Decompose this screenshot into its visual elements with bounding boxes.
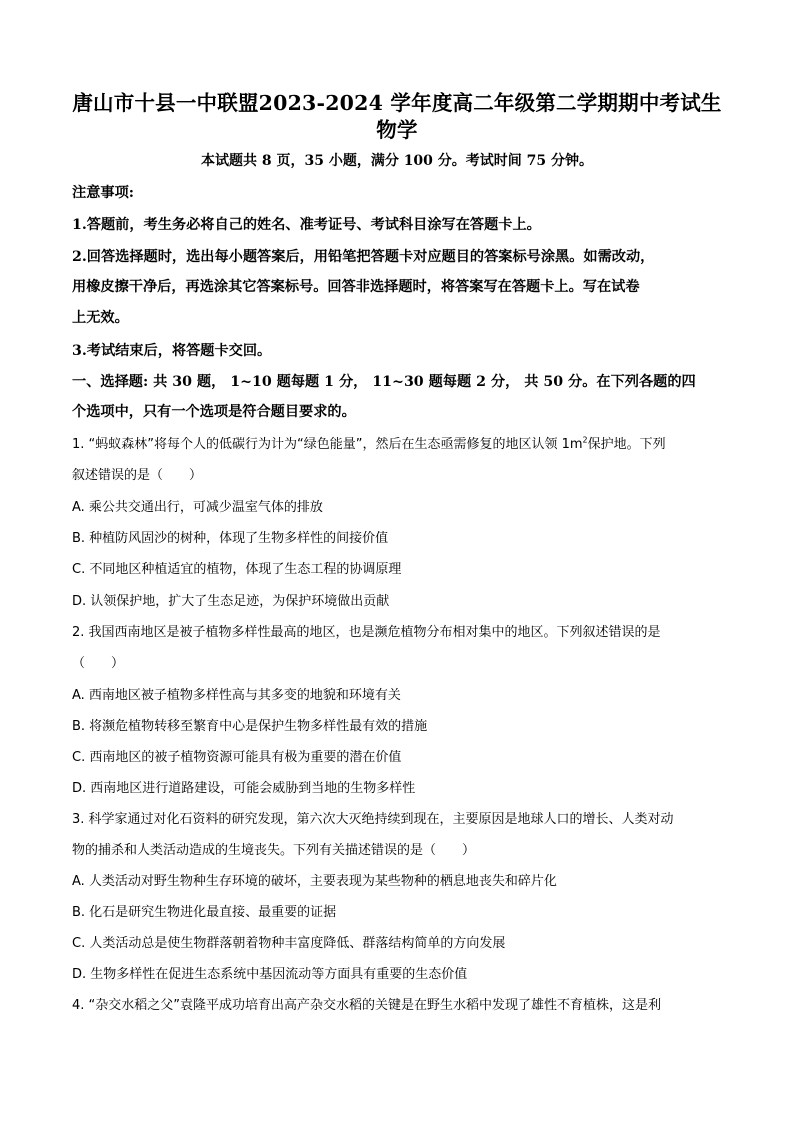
notes-item-1: 1.答题前，考生务必将自己的姓名、准考证号、考试科目涂写在答题卡上。 (72, 217, 541, 233)
q1-stem-text-end: 保护地。下列 (587, 437, 666, 452)
q2-stem-line1: 2. 我国西南地区是被子植物多样性最高的地区，也是濒危植物分布相对集中的地区。下列叙述错误的是 (72, 625, 661, 640)
exam-summary: 本试题共 8 页，35 小题，满分 100 分。考试时间 75 分钟。 (200, 153, 594, 169)
notes-item-2-line2: 用橡皮擦干净后，再选涂其它答案标号。回答非选择题时，将答案写在答题卡上。写在试卷 (72, 279, 640, 295)
q2-option-a: A. 西南地区被子植物多样性高与其多变的地貌和环境有关 (72, 688, 401, 703)
q3-option-d: D. 生物多样性在促进生态系统中基因流动等方面具有重要的生态价值 (72, 967, 468, 982)
section1-heading-line2: 个选项中，只有一个选项是符合题目要求的。 (72, 404, 356, 420)
notes-item-2-line3: 上无效。 (72, 310, 129, 326)
q1-option-b: B. 种植防风固沙的树种，体现了生物多样性的间接价值 (72, 531, 389, 546)
q4-stem-line1: 4. “杂交水稻之父”袁隆平成功培育出高产杂交水稻的关键是在野生水稻中发现了雄性不育植株，这是利 (72, 998, 662, 1013)
q2-stem-line2: （ ） (72, 656, 125, 671)
q1-stem-line1 (72, 433, 732, 452)
q1-option-d: D. 认领保护地，扩大了生态足迹，为保护环境做出贡献 (72, 594, 390, 609)
q1-stem-superscript: 2 (582, 435, 588, 445)
q3-option-c: C. 人类活动总是使生物群落朝着物种丰富度降低、群落结构简单的方向发展 (72, 936, 506, 951)
q1-stem-line2: 叙述错误的是（ ） (72, 468, 203, 483)
section1-heading-line1: 一、选择题: 共 30 题， 1~10 题每题 1 分， 11~30 题每题 2 分， 共 50 分。在下列各题的四 (72, 374, 696, 390)
q3-stem-line1: 3. 科学家通过对化石资料的研究发现，第六次大灭绝持续到现在，主要原因是地球人口的增长、人类对动 (72, 812, 674, 827)
q3-stem-line2: 物的捕杀和人类活动造成的生境丧失。下列有关描述错误的是（ ） (72, 843, 476, 858)
q3-option-b: B. 化石是研究生物进化最直接、最重要的证据 (72, 905, 337, 920)
q3-option-a: A. 人类活动对野生物种生存环境的破坏，主要表现为某些物种的栖息地丧失和碎片化 (72, 874, 557, 889)
notes-heading: 注意事项: (72, 185, 134, 201)
notes-item-2-line1: 2.回答选择题时，选出每小题答案后，用铅笔把答题卡对应题目的答案标号涂黑。如需改动， (72, 249, 655, 265)
exam-title-line2: 物学 (376, 118, 418, 142)
exam-title-line1: 唐山市十县一中联盟2023-2024 学年度高二年级第二学期期中考试生 (72, 91, 722, 115)
notes-item-3: 3.考试结束后，将答题卡交回。 (72, 343, 272, 359)
q1-option-c: C. 不同地区种植适宜的植物，体现了生态工程的协调原理 (72, 562, 402, 577)
q2-option-b: B. 将濒危植物转移至繁育中心是保护生物多样性最有效的措施 (72, 719, 428, 734)
q1-stem-text: 1. “蚂蚁森林”将每个人的低碳行为计为“绿色能量”，然后在生态亟需修复的地区认领 1m (72, 437, 583, 452)
q2-option-c: C. 西南地区的被子植物资源可能具有极为重要的潜在价值 (72, 750, 402, 765)
q2-option-d: D. 西南地区进行道路建设，可能会威胁到当地的生物多样性 (72, 781, 416, 796)
q1-option-a: A. 乘公共交通出行，可减少温室气体的排放 (72, 500, 323, 515)
